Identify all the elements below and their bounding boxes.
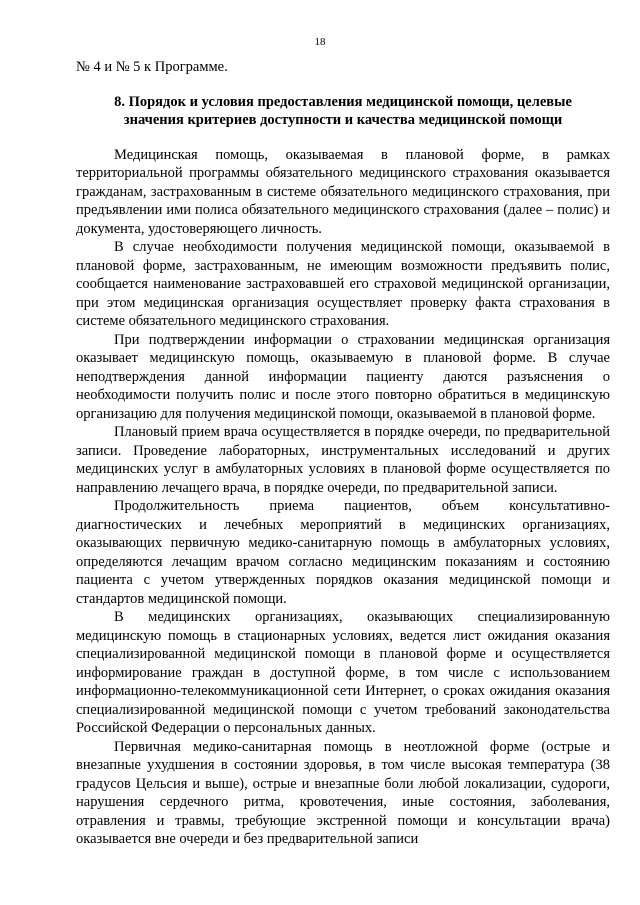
paragraph: Плановый прием врача осуществляется в порядке очереди, по предварительной записи. Проведение лабораторных, инструментальных исследований и других медицинских услуг в амбулаторных условиях в плановой форме осуществляется по направлению лечащего врача, в порядке очереди, по предварительной записи. [76, 424, 610, 496]
continuation-line: № 4 и № 5 к Программе. [76, 59, 228, 75]
paragraph: Продолжительность приема пациентов, объем консультативно-диагностических и лечебных мероприятий в медицинских организациях, оказывающих первичную медико-санитарную помощь в амбулаторных условиях, определяются лечащим врачом согласно медицинским показаниям и состоянию пациента с учетом утвержденных порядков оказания медицинской помощи и стандартов медицинской помощи. [76, 498, 610, 607]
paragraph: Медицинская помощь, оказываемая в плановой форме, в рамках территориальной программы обязательного медицинского страхования оказывается гражданам, застрахованным в системе обязательного медицинского страхования, при предъявлении ими полиса обязательного медицинского страхования (далее – полис) и документа, удостоверяющего личность. [76, 146, 610, 237]
page-number: 18 [314, 36, 326, 48]
section-heading: 8. Порядок и условия предоставления медицинской помощи, целевые значения критериев доступности и качества медицинской помощи [114, 93, 572, 128]
document-body [76, 58, 610, 849]
paragraph: Первичная медико-санитарная помощь в неотложной форме (острые и внезапные ухудшения в состоянии здоровья, в том числе высокая температура (38 градусов Цельсия и выше), острые и внезапные боли любой локализации, судороги, нарушения сердечного ритма, кровотечения, иные состояния, заболевания, отравления и травмы, требующие экстренной помощи и консультации врача) оказывается вне очереди и без предварительной записи [76, 738, 610, 847]
paragraph: В медицинских организациях, оказывающих специализированную медицинскую помощь в стационарных условиях, ведется лист ожидания оказания специализированной медицинской помощи в плановой форме и осуществляется информирование граждан в доступной форме, в том числе с использованием информационно-телекоммуникационной сети Интернет, о сроках ожидания оказания специализированной медицинской помощи с учетом требований законодательства Российской Федерации о персональных данных. [76, 609, 610, 736]
paragraph: В случае необходимости получения медицинской помощи, оказываемой в плановой форме, застрахованным, не имеющим возможности предъявить полис, сообщается наименование застраховавшей его страховой медицинской организации, при этом медицинская организация осуществляет проверку факта страхования в системе обязательного медицинского страхования. [76, 239, 610, 329]
paragraph: При подтверждении информации о страховании медицинская организация оказывает медицинскую помощь, оказываемую в плановой форме. В случае неподтверждения данной информации пациенту даются разъяснения о необходимости получить полис и после этого повторно обратиться в медицинскую организацию для получения медицинской помощи, оказываемой в плановой форме. [76, 331, 610, 422]
